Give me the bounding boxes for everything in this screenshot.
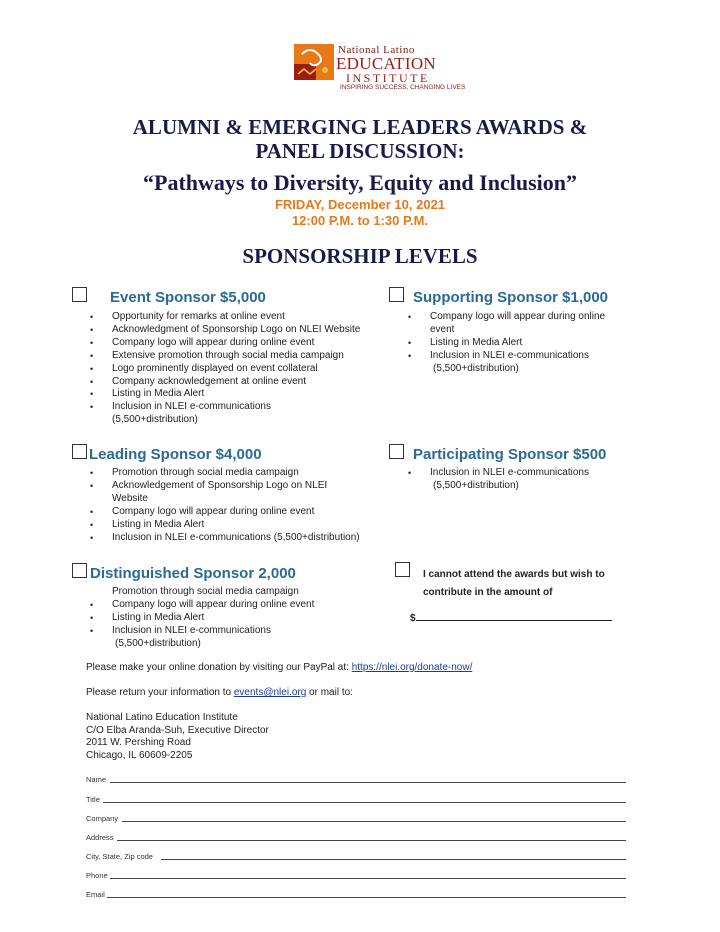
list-item-continuation: (5,500+distribution) xyxy=(433,362,519,374)
title-label: Title xyxy=(86,795,100,804)
list-item: • Promotion through social media campaign xyxy=(112,467,360,480)
participating-sponsor-checkbox[interactable] xyxy=(389,444,404,459)
return-suffix: or mail to: xyxy=(306,687,353,698)
list-item: • Inclusion in NLEI e-communications xyxy=(430,467,589,480)
list-item: • Company logo will appear during online xyxy=(430,311,605,324)
email-line xyxy=(107,897,626,898)
name-label: Name xyxy=(86,775,107,784)
paypal-link[interactable]: https://nlei.org/donate-now/ xyxy=(351,662,473,673)
company-line xyxy=(122,821,626,822)
distinguished-sponsor-title: Distinguished Sponsor 2,000 xyxy=(90,565,296,582)
logo-text-education: EDUCATION xyxy=(336,54,436,73)
list-item: • Inclusion in NLEI e-communications xyxy=(112,625,314,638)
title-field[interactable] xyxy=(86,794,626,804)
city-state-zip-line xyxy=(161,859,626,860)
company-label: Company xyxy=(86,814,119,823)
event-title-line2: PANEL DISCUSSION: xyxy=(255,139,465,163)
sponsorship-levels-heading: SPONSORSHIP LEVELS xyxy=(242,244,478,268)
list-item: • Inclusion in NLEI e-communications xyxy=(430,350,605,363)
address-line: Chicago, IL 60609-2205 xyxy=(86,749,193,761)
contribute-amount-field[interactable] xyxy=(410,612,612,624)
list-item: • Company logo will appear during online event xyxy=(112,506,360,519)
list-item-continuation: (5,500+distribution) xyxy=(115,637,201,649)
list-item: • Logo prominently displayed on event collateral xyxy=(112,363,360,376)
leading-sponsor-benefits xyxy=(112,467,360,544)
contribute-checkbox[interactable] xyxy=(395,562,410,577)
title-line xyxy=(103,802,626,803)
list-item: • Acknowledgment of Sponsorship Logo on NLEI Website xyxy=(112,324,360,337)
event-time: 12:00 P.M. to 1:30 P.M. xyxy=(291,213,429,228)
address-field[interactable] xyxy=(86,832,626,842)
list-item: • Inclusion in NLEI e-communications (5,500+distribution) xyxy=(112,532,360,545)
supporting-sponsor-checkbox[interactable] xyxy=(389,287,404,302)
list-item: • Listing in Media Alert xyxy=(112,388,360,401)
participating-sponsor-title: Participating Sponsor $500 xyxy=(413,446,607,463)
logo-tagline: INSPIRING SUCCESS, CHANGING LIVES xyxy=(340,84,466,91)
supporting-sponsor-title: Supporting Sponsor $1,000 xyxy=(413,289,609,306)
leading-sponsor-title: Leading Sponsor $4,000 xyxy=(89,446,262,463)
currency-symbol: $ xyxy=(410,613,416,624)
email-label: Email xyxy=(86,890,105,899)
city-state-zip-field[interactable] xyxy=(86,851,626,861)
list-item-continuation: (5,500+distribution) xyxy=(433,479,519,491)
return-text: Please return your information to xyxy=(86,687,234,698)
leading-sponsor-checkbox[interactable] xyxy=(72,444,87,459)
list-item: • Listing in Media Alert xyxy=(112,519,360,532)
list-item: • Inclusion in NLEI e-communications xyxy=(112,401,360,414)
logo-text-institute: INSTITUTE xyxy=(346,71,430,85)
email-field[interactable] xyxy=(86,889,626,899)
company-field[interactable] xyxy=(86,813,626,823)
amount-underline xyxy=(416,612,612,621)
list-item: • Acknowledgement of Sponsorship Logo on NLEI xyxy=(112,480,360,493)
event-title-line1: ALUMNI & EMERGING LEADERS AWARDS & xyxy=(132,115,588,139)
list-item-continuation: event xyxy=(430,323,455,335)
distinguished-sponsor-benefits xyxy=(112,586,314,651)
address-label: Address xyxy=(86,833,114,842)
email-link[interactable]: events@nlei.org xyxy=(233,687,307,698)
list-item-continuation: Website xyxy=(112,492,148,504)
address-line: C/O Elba Aranda-Suh, Executive Director xyxy=(86,724,269,736)
event-title-line3: “Pathways to Diversity, Equity and Inclusion” xyxy=(143,170,577,195)
distinguished-sponsor-checkbox[interactable] xyxy=(72,563,87,578)
paypal-paragraph xyxy=(86,661,472,674)
supporting-sponsor-benefits xyxy=(430,311,605,376)
list-item: • Company acknowledgement at online event xyxy=(112,376,360,389)
list-item: • Listing in Media Alert xyxy=(430,337,605,350)
address-line-input xyxy=(117,840,626,841)
name-field[interactable] xyxy=(86,774,626,784)
address-line: National Latino Education Institute xyxy=(86,712,238,723)
name-line xyxy=(110,782,626,783)
phone-label: Phone xyxy=(86,871,108,880)
city-state-zip-label: City, State, Zip code xyxy=(86,852,153,861)
list-item: • Company logo will appear during online event xyxy=(112,337,360,350)
list-item: • Opportunity for remarks at online event xyxy=(112,311,360,324)
address-block xyxy=(86,712,269,762)
participating-sponsor-benefits xyxy=(430,467,589,493)
address-line: 2011 W. Pershing Road xyxy=(86,737,191,748)
contribute-text-line1: I cannot attend the awards but wish to xyxy=(423,569,605,580)
logo-emblem-icon xyxy=(294,44,334,80)
phone-field[interactable] xyxy=(86,870,626,880)
list-item: • Extensive promotion through social media campaign xyxy=(112,350,360,363)
phone-line xyxy=(110,878,626,879)
contribute-text-line2: contribute in the amount of xyxy=(423,587,553,598)
return-paragraph xyxy=(86,686,353,699)
list-item: • Company logo will appear during online event xyxy=(112,599,314,612)
logo-text-national-latino: National Latino xyxy=(338,44,415,56)
list-item-continuation: (5,500+distribution) xyxy=(112,414,198,426)
list-item: Promotion through social media campaign xyxy=(112,586,299,597)
event-sponsor-checkbox[interactable] xyxy=(72,287,87,302)
event-sponsor-benefits xyxy=(112,311,360,427)
event-sponsor-title: Event Sponsor $5,000 xyxy=(110,289,266,306)
nlei-logo xyxy=(294,44,474,92)
paypal-text: Please make your online donation by visiting our PayPal at: xyxy=(86,662,352,673)
list-item: • Listing in Media Alert xyxy=(112,612,314,625)
event-date: FRIDAY, December 10, 2021 xyxy=(274,197,446,212)
